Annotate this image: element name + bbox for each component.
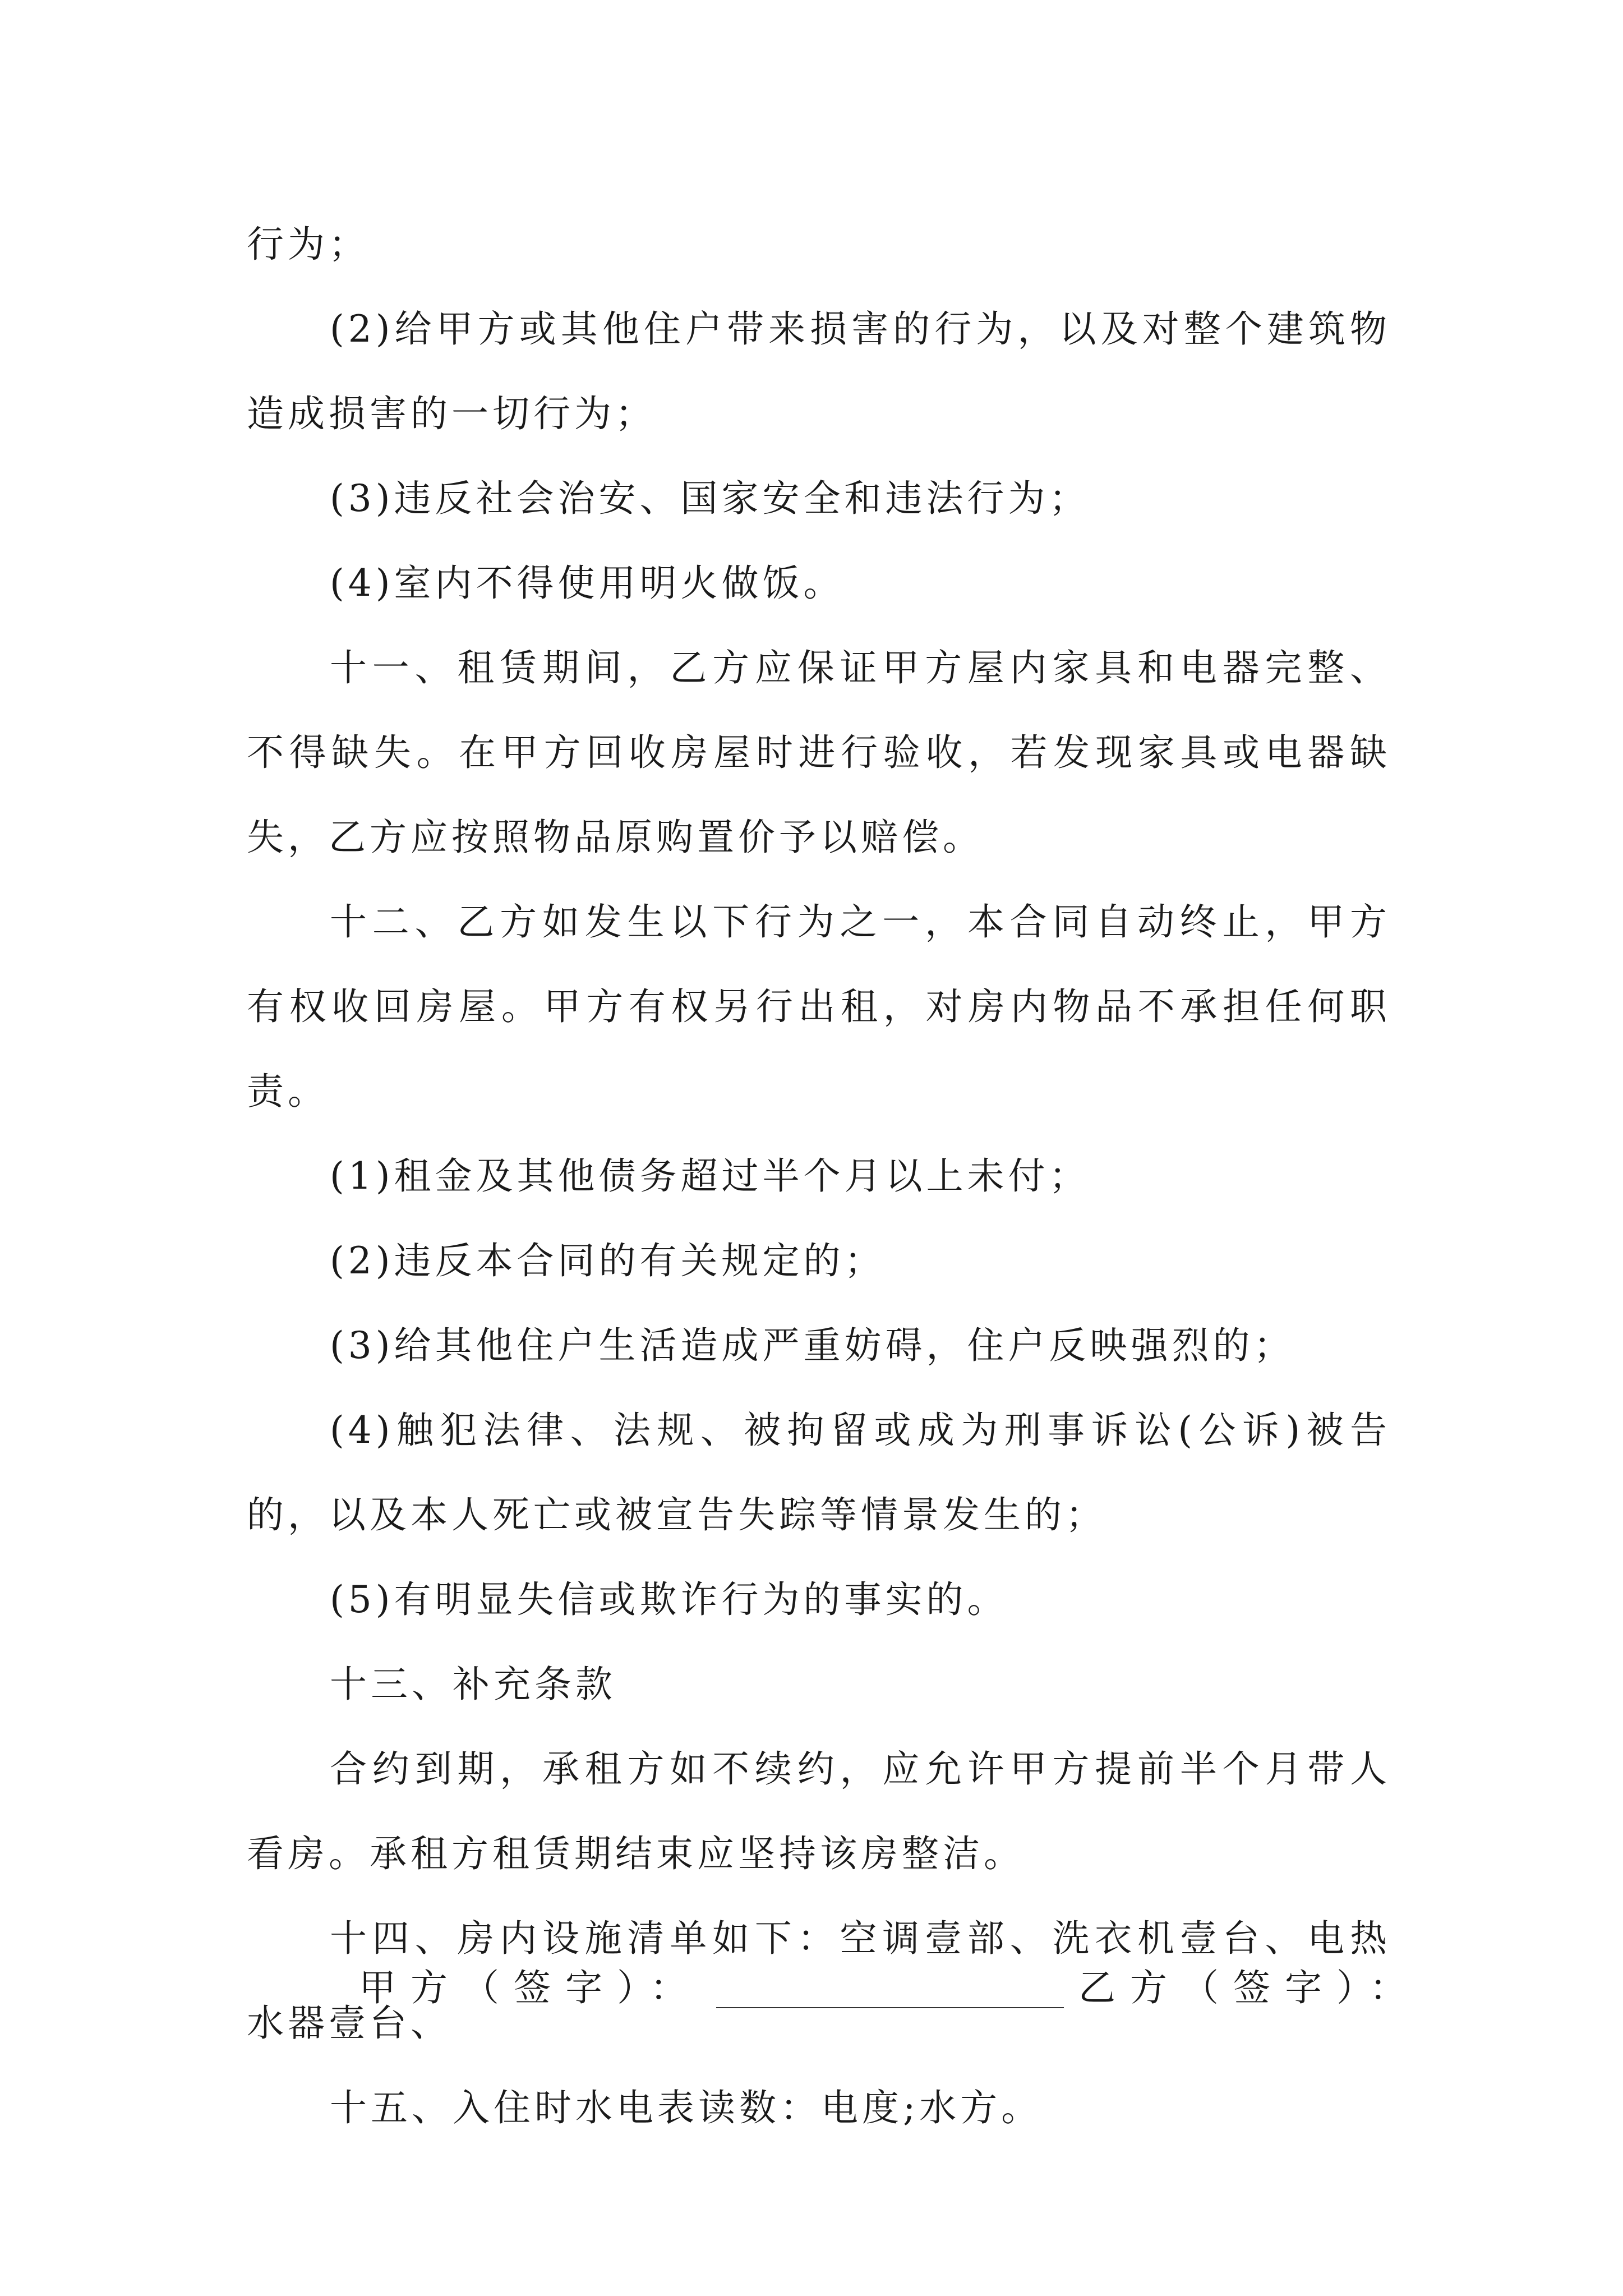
signature-row [359, 1945, 1421, 2030]
clause-thirteen-heading: 十三、补充条款 [330, 1663, 616, 1706]
clause-twelve: 十二、乙方如发生以下行为之一，本合同自动终止，甲方有权收回房屋。甲方有权另行出租，对房内物品不承担任何职责。 [247, 900, 1391, 1113]
clause-fifteen: 十五、入住时水电表读数：电度;水方。 [330, 2086, 1043, 2129]
clause-eleven: 十一、租赁期间，乙方应保证甲方屋内家具和电器完整、不得缺失。在甲方回收房屋时进行验收，若发现家具或电器缺失，乙方应按照物品原购置价予以赔偿。 [247, 646, 1391, 859]
contract-body [247, 202, 1391, 2150]
clause-twelve-item-5: (5)有明显失信或欺诈行为的事实的。 [330, 1578, 1008, 1621]
clause-twelve-item-2: (2)违反本合同的有关规定的； [330, 1239, 886, 1282]
clause-twelve-item-1: (1)租金及其他债务超过半个月以上未付； [330, 1154, 1090, 1198]
clause-twelve-item-3: (3)给其他住户生活造成严重妨碍，住户反映强烈的； [330, 1324, 1295, 1367]
clause-item-4-open-fire: (4)室内不得使用明火做饭。 [330, 562, 845, 605]
clause-fourteen: 十四、房内设施清单如下：空调壹部、洗衣机壹台、电热水器壹台、 [247, 1917, 1391, 2045]
clause-item-3-security: (3)违反社会治安、国家安全和违法行为； [330, 477, 1090, 520]
clause-thirteen-body: 合约到期，承租方如不续约，应允许甲方提前半个月带人看房。承租方租赁期结束应坚持该房整洁。 [247, 1747, 1391, 1875]
clause-twelve-item-4: (4)触犯法律、法规、被拘留或成为刑事诉讼(公诉)被告的，以及本人死亡或被宣告失踪等情景发生的； [247, 1409, 1391, 1536]
party-a-signature-label: 甲方（签字）： [359, 1966, 702, 2009]
paragraph-continuation: 行为； [247, 223, 370, 266]
party-b-signature-label: 乙方（签字）： [1078, 1966, 1421, 2009]
party-a-signature-blank [716, 1971, 1064, 2008]
clause-item-2-damage: (2)给甲方或其他住户带来损害的行为，以及对整个建筑物造成损害的一切行为； [247, 307, 1391, 435]
